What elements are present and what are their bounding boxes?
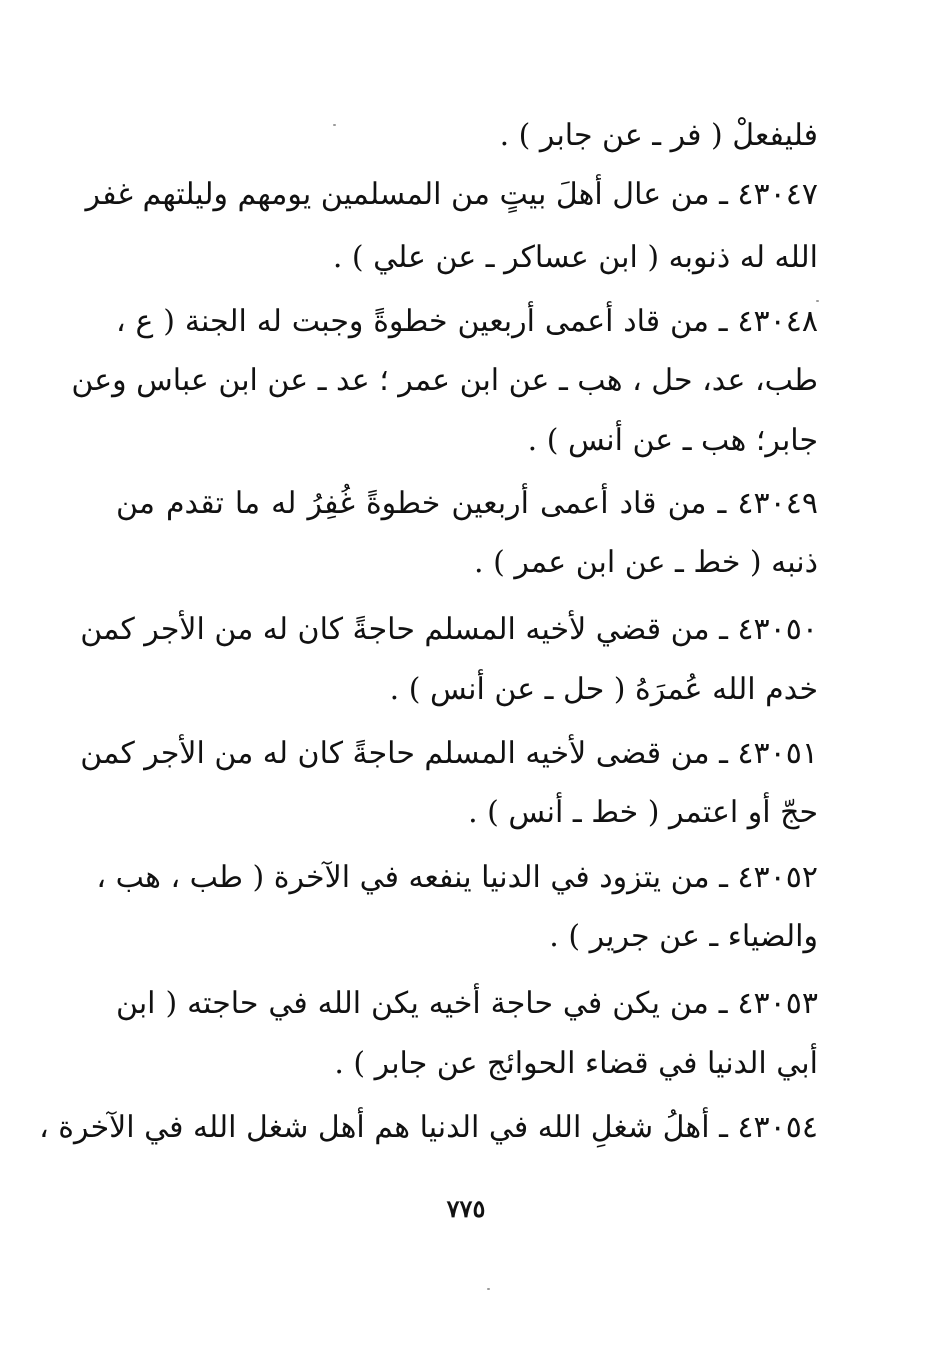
hadith-43048-line-1: ٤٣٠٤٨ ـ من قاد أعمى أربعين خطوةً وجبت له الجنة ( ع ، — [116, 304, 818, 339]
hadith-43052-line-2: والضياء ـ عن جرير ) . — [549, 919, 818, 954]
scan-speck — [816, 300, 819, 302]
scan-speck — [487, 1288, 490, 1290]
hadith-43048-line-3: جابر؛ هب ـ عن أنس ) . — [527, 423, 818, 458]
hadith-43051-line-1: ٤٣٠٥١ ـ من قضى لأخيه المسلم حاجةً كان له من الأجر كمن — [80, 736, 818, 771]
hadith-43052-line-1: ٤٣٠٥٢ ـ من يتزود في الدنيا ينفعه في الآخرة ( طب ، هب ، — [96, 860, 818, 895]
hadith-43047-line-1: ٤٣٠٤٧ ـ من عال أهلَ بيتٍ من المسلمين يومهم وليلتهم غفر — [85, 177, 818, 212]
scan-speck — [333, 124, 336, 126]
hadith-43048-line-2: طب، عد، حل ، هب ـ عن ابن عمر ؛ عد ـ عن ابن عباس وعن — [71, 363, 818, 398]
page-number: ٧٧٥ — [446, 1194, 486, 1223]
hadith-43053-line-1: ٤٣٠٥٣ ـ من يكن في حاجة أخيه يكن الله في حاجته ( ابن — [116, 986, 818, 1021]
text-line-1: فليفعلْ ( فر ـ عن جابر ) . — [499, 118, 818, 153]
hadith-43050-line-2: خدم الله عُمرَهُ ( حل ـ عن أنس ) . — [389, 672, 818, 707]
hadith-43051-line-2: حجّ أو اعتمر ( خط ـ أنس ) . — [468, 795, 818, 830]
hadith-43049-line-2: ذنبه ( خط ـ عن ابن عمر ) . — [474, 545, 818, 580]
hadith-43054-line-1: ٤٣٠٥٤ ـ أهلُ شغلِ الله في الدنيا هم أهل شغل الله في الآخرة ، — [39, 1110, 818, 1145]
hadith-43047-line-2: الله له ذنوبه ( ابن عساكر ـ عن علي ) . — [332, 240, 818, 275]
hadith-43049-line-1: ٤٣٠٤٩ ـ من قاد أعمى أربعين خطوةً غُفِرُ له ما تقدم من — [116, 486, 818, 521]
hadith-43053-line-2: أبي الدنيا في قضاء الحوائج عن جابر ) . — [334, 1046, 818, 1081]
hadith-43050-line-1: ٤٣٠٥٠ ـ من قضي لأخيه المسلم حاجةً كان له من الأجر كمن — [80, 612, 818, 647]
